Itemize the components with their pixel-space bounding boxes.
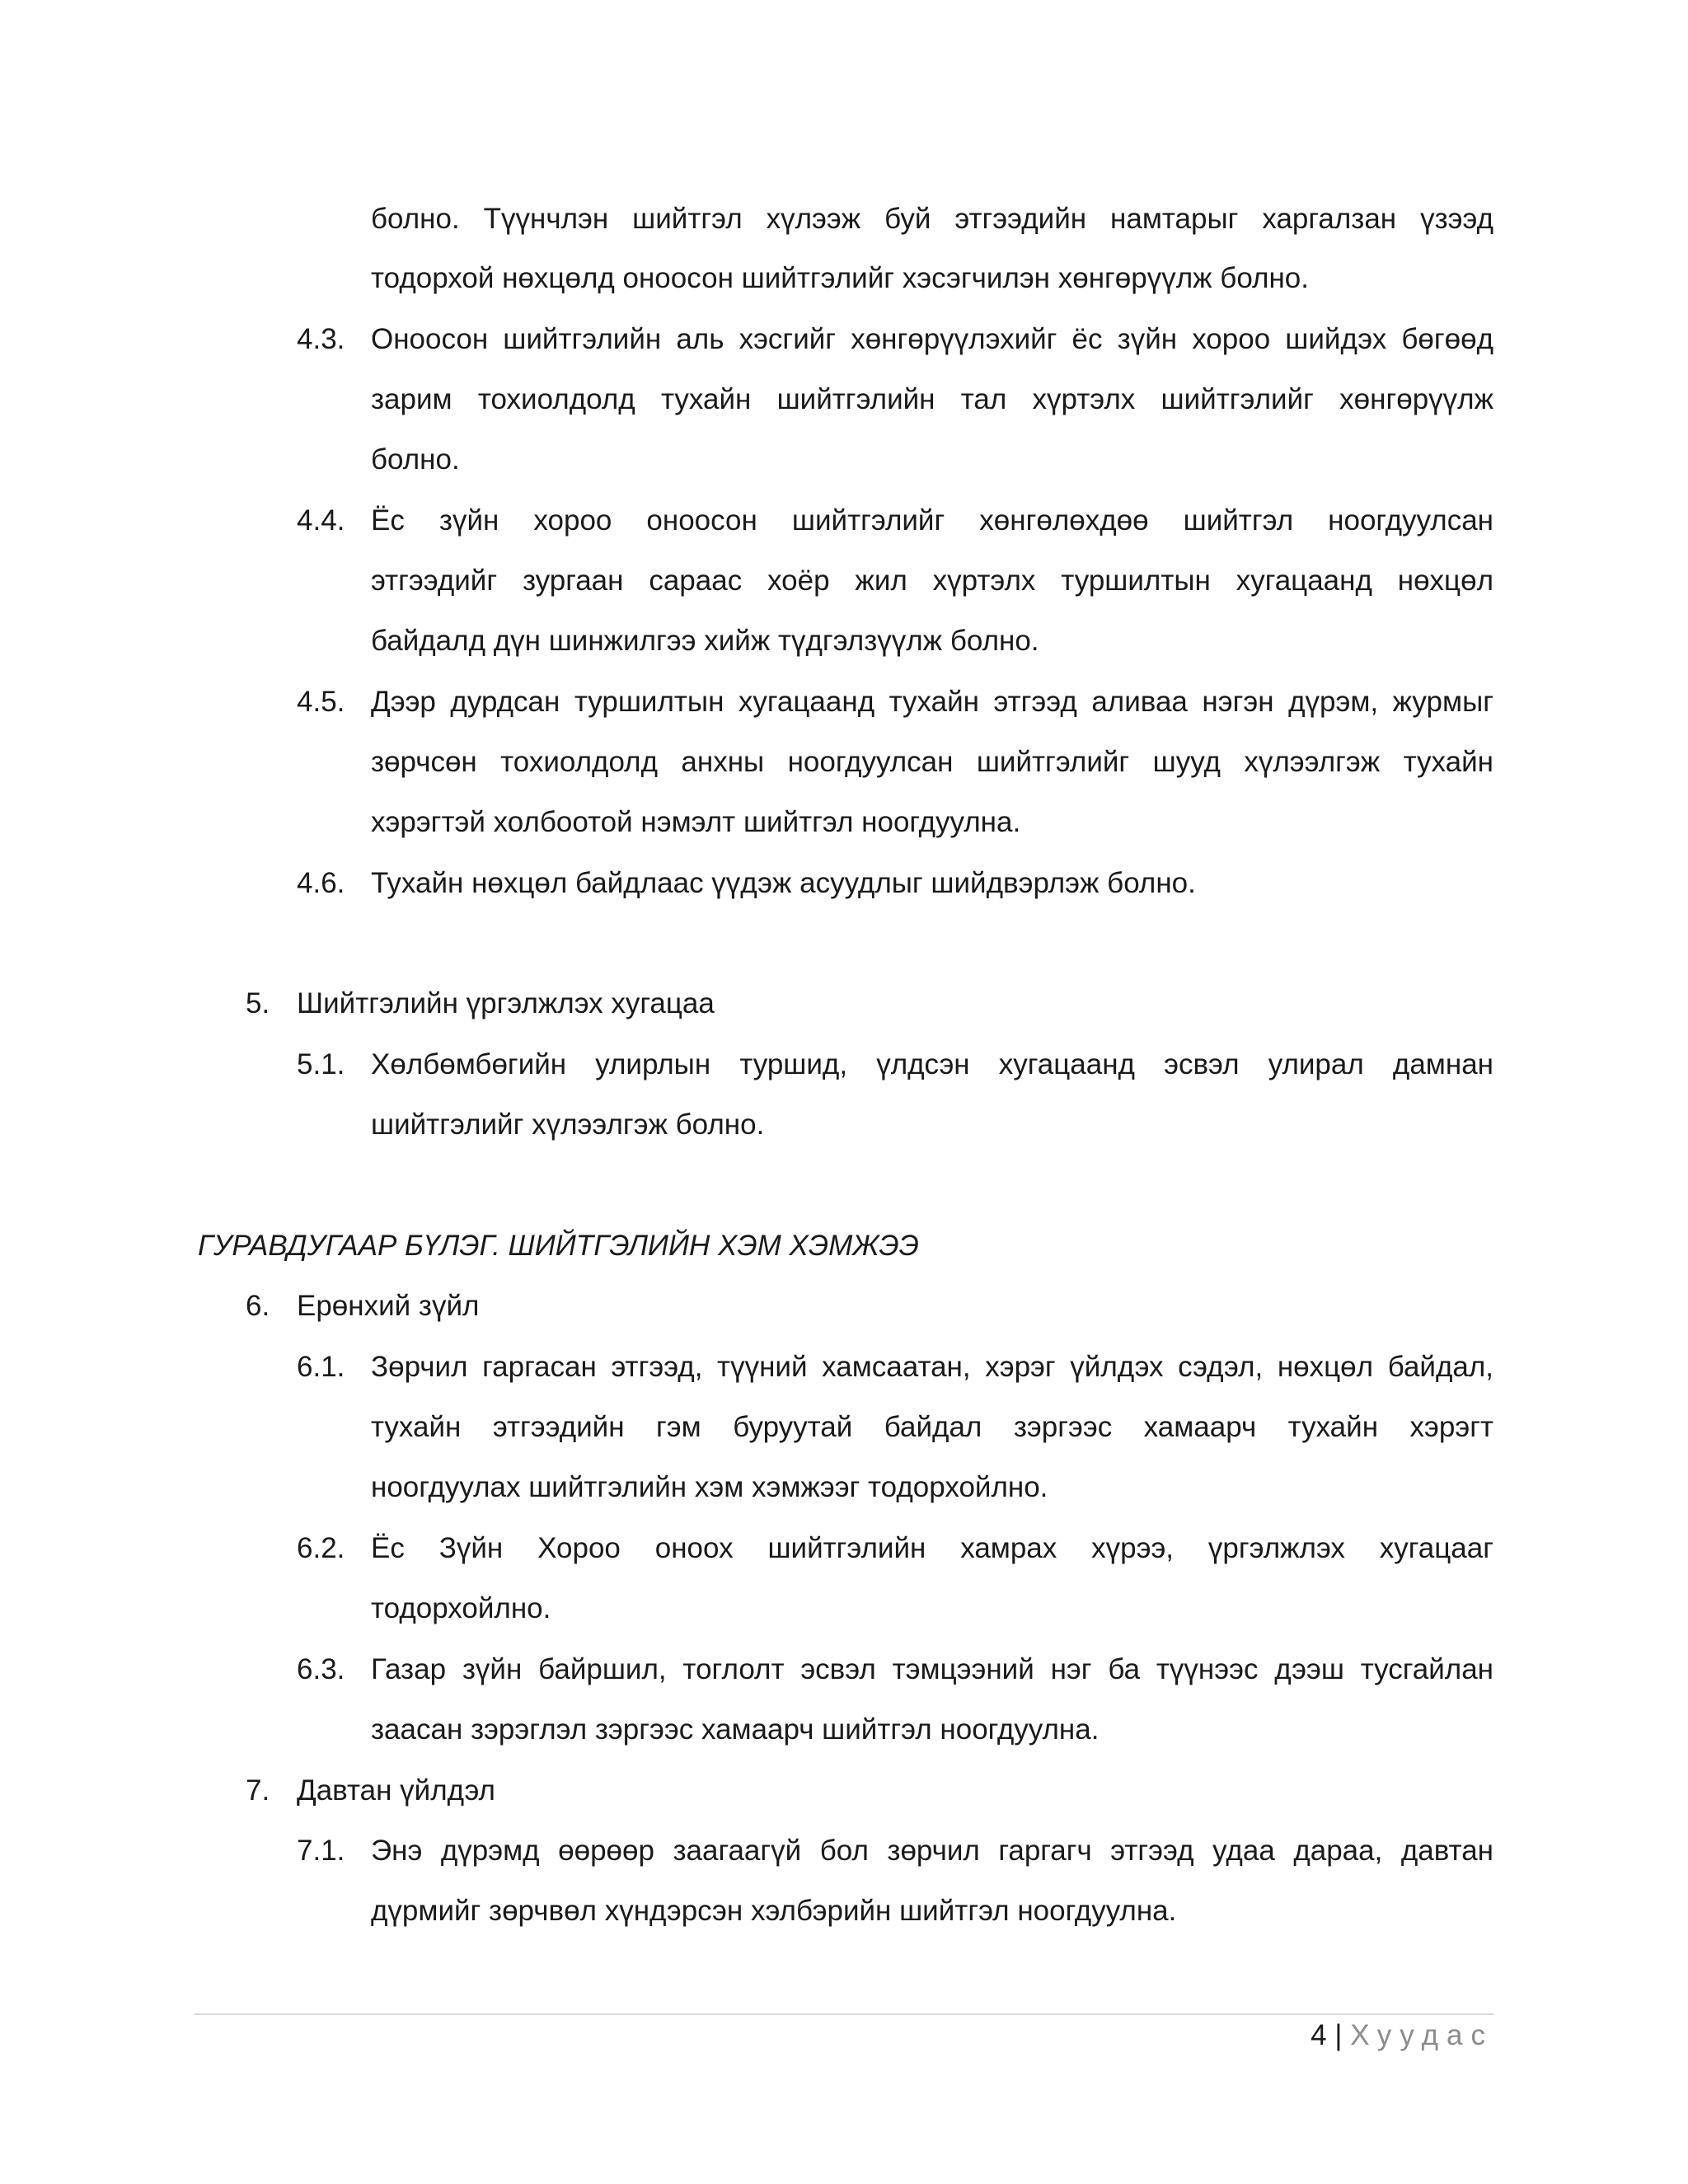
section-number: 5.: [246, 987, 270, 1019]
paragraph-line: Тухайн нөхцөл байдлаас үүдэж асуудлыг шийдвэрлэж болно.: [371, 867, 1196, 899]
paragraph-line: болно.: [371, 443, 460, 476]
item-number: 6.1.: [297, 1351, 345, 1383]
item-number: 4.3.: [297, 323, 345, 355]
footer-separator: |: [1334, 2019, 1343, 2051]
item-number: 7.1.: [297, 1835, 345, 1867]
paragraph-line: Энэ дүрэмд өөрөөр заагаагүй бол зөрчил гаргагч этгээд удаа дараа, давтан: [371, 1835, 1493, 1867]
section-number: 6.: [246, 1290, 270, 1322]
paragraph-line: заасан зэрэглэл зэргээс хамаарч шийтгэл ноогдуулна.: [371, 1713, 1100, 1746]
item-number: 6.3.: [297, 1653, 345, 1685]
paragraph-line: Ёс зүйн хороо оноосон шийтгэлийг хөнгөлөхдөө шийтгэл ноогдуулсан: [371, 504, 1493, 537]
paragraph-line: этгээдийг зургаан сараас хоёр жил хүртэлх туршилтын хугацаанд нөхцөл: [371, 565, 1493, 597]
footer-divider: [195, 2013, 1493, 2015]
paragraph-line: тухайн этгээдийн гэм буруутай байдал зэргээс хамаарч тухайн хэрэгт: [371, 1411, 1493, 1443]
section-title: Ерөнхий зүйл: [297, 1290, 480, 1322]
paragraph-line: Зөрчил гаргасан этгээд, түүний хамсаатан, хэрэг үйлдэх сэдэл, нөхцөл байдал,: [371, 1351, 1493, 1383]
paragraph-line: Оноосон шийтгэлийн аль хэсгийг хөнгөрүүлэхийг ёс зүйн хороо шийдэх бөгөөд: [371, 323, 1493, 355]
item-number: 4.6.: [297, 867, 345, 899]
section-title: Давтан үйлдэл: [297, 1774, 495, 1807]
section-number: 7.: [246, 1774, 270, 1807]
paragraph-line: зарим тохиолдолд тухайн шийтгэлийн тал хүртэлх шийтгэлийг хөнгөрүүлж: [371, 383, 1493, 415]
paragraph-line: ноогдуулах шийтгэлийн хэм хэмжээг тодорхойлно.: [371, 1471, 1048, 1503]
page-footer: [1311, 2018, 1493, 2054]
paragraph-line: Дээр дурдсан туршилтын хугацаанд тухайн этгээд аливаа нэгэн дүрэм, журмыг: [371, 686, 1493, 718]
paragraph-line: тодорхой нөхцөлд оноосон шийтгэлийг хэсэгчилэн хөнгөрүүлж болно.: [371, 262, 1309, 294]
paragraph-line: дүрмийг зөрчвөл хүндэрсэн хэлбэрийн шийтгэл ноогдуулна.: [371, 1895, 1177, 1927]
item-number: 4.4.: [297, 504, 345, 537]
paragraph-line: хэрэгтэй холбоотой нэмэлт шийтгэл ноогдуулна.: [371, 806, 1021, 838]
item-number: 6.2.: [297, 1532, 345, 1564]
paragraph-line: шийтгэлийг хүлээлгэж болно.: [371, 1108, 765, 1141]
section-title: Шийтгэлийн үргэлжлэх хугацаа: [297, 987, 715, 1019]
paragraph-line: байдалд дүн шинжилгээ хийж түдгэлзүүлж болно.: [371, 625, 1039, 657]
paragraph-line: болно. Түүнчлэн шийтгэл хүлээж буй этгээдийн намтарыг харгалзан үзээд: [371, 203, 1493, 235]
page-number: 4: [1311, 2019, 1327, 2051]
paragraph-line: зөрчсөн тохиолдолд анхны ноогдуулсан шийтгэлийг шууд хүлээлгэж тухайн: [371, 746, 1493, 778]
item-number: 5.1.: [297, 1048, 345, 1080]
paragraph-line: тодорхойлно.: [371, 1592, 551, 1624]
footer-page-label: Хуудас: [1350, 2019, 1493, 2051]
chapter-heading: ГУРАВДУГААР БҮЛЭГ. ШИЙТГЭЛИЙН ХЭМ ХЭМЖЭЭ: [198, 1230, 919, 1262]
paragraph-line: Газар зүйн байршил, тоглолт эсвэл тэмцээний нэг ба түүнээс дээш тусгайлан: [371, 1653, 1493, 1685]
paragraph-line: Хөлбөмбөгийн улирлын туршид, үлдсэн хугацаанд эсвэл улирал дамнан: [371, 1048, 1493, 1080]
item-number: 4.5.: [297, 686, 345, 718]
paragraph-line: Ёс Зүйн Хороо оноох шийтгэлийн хамрах хүрээ, үргэлжлэх хугацааг: [371, 1532, 1493, 1564]
